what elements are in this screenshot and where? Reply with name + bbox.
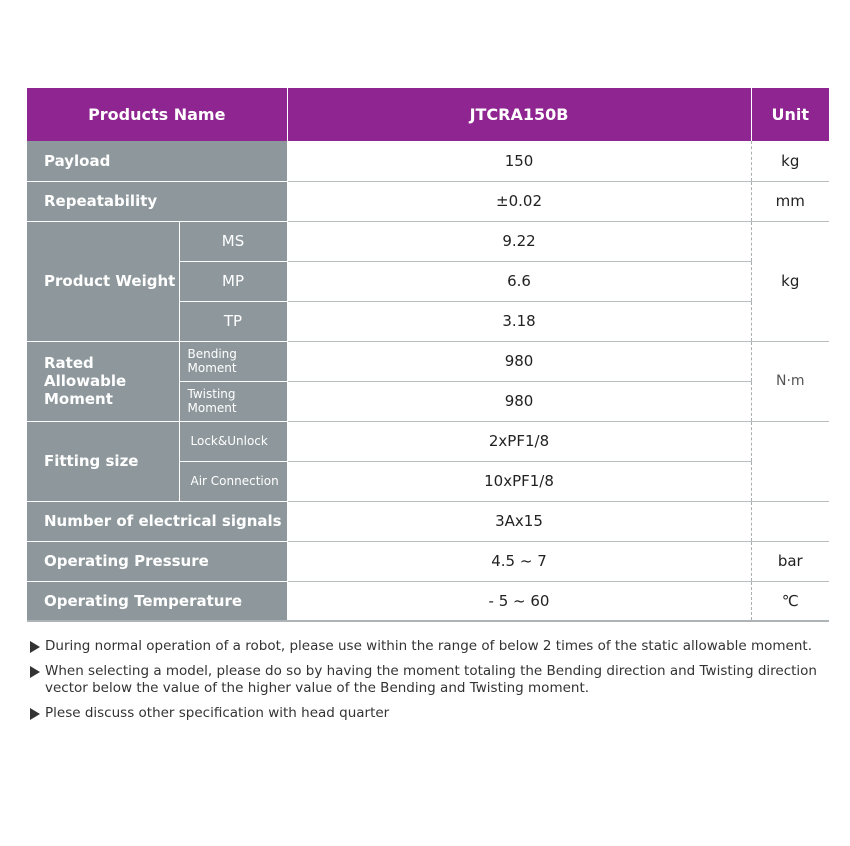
- header-row: [27, 88, 829, 141]
- fitting-unit: [751, 421, 829, 501]
- signals-label: Number of electrical signals: [27, 501, 287, 541]
- pressure-value: 4.5 ~ 7: [287, 541, 751, 581]
- pressure-label: Operating Pressure: [27, 541, 287, 581]
- repeatability-unit: mm: [751, 181, 829, 221]
- pressure-unit: bar: [751, 541, 829, 581]
- row-moment-bending: [27, 341, 829, 381]
- temperature-value: - 5 ~ 60: [287, 581, 751, 621]
- weight-value-ms: 9.22: [287, 221, 751, 261]
- note-text: During normal operation of a robot, please use within the range of below 2 times of the static allowable moment.: [45, 638, 813, 654]
- header-unit: Unit: [751, 88, 829, 141]
- fitting-value-lock: 2xPF1/8: [287, 421, 751, 461]
- triangle-bullet-icon: [30, 641, 40, 653]
- signals-unit: [751, 501, 829, 541]
- temperature-label: Operating Temperature: [27, 581, 287, 621]
- payload-value: 150: [287, 141, 751, 181]
- weight-sub-tp: TP: [179, 301, 287, 341]
- header-products-name: Products Name: [27, 88, 287, 141]
- spec-table: [27, 88, 829, 622]
- weight-sub-ms: MS: [179, 221, 287, 261]
- weight-sub-mp: MP: [179, 261, 287, 301]
- repeatability-label: Repeatability: [27, 181, 287, 221]
- temperature-unit: ℃: [751, 581, 829, 621]
- moment-label-line2: Moment: [44, 390, 113, 408]
- moment-value-twisting: 980: [287, 381, 751, 421]
- payload-unit: kg: [751, 141, 829, 181]
- fitting-label: Fitting size: [27, 421, 179, 501]
- row-weight-ms: [27, 221, 829, 261]
- moment-value-bending: 980: [287, 341, 751, 381]
- weight-label: Product Weight: [27, 221, 179, 341]
- note-item: [30, 663, 820, 697]
- row-repeatability: [27, 181, 829, 221]
- signals-value: 3Ax15: [287, 501, 751, 541]
- triangle-bullet-icon: [30, 666, 40, 678]
- weight-unit: kg: [751, 221, 829, 341]
- row-fitting-lock: [27, 421, 829, 461]
- fitting-sub-air: Air Connection: [179, 461, 287, 501]
- moment-unit: N·m: [751, 341, 829, 421]
- row-signals: [27, 501, 829, 541]
- note-item: [30, 638, 820, 655]
- moment-label-line1: Rated Allowable: [44, 354, 127, 390]
- note-text: Plese discuss other specification with head quarter: [45, 705, 390, 721]
- row-temperature: [27, 581, 829, 621]
- repeatability-value: ±0.02: [287, 181, 751, 221]
- payload-label: Payload: [27, 141, 287, 181]
- header-model: JTCRA150B: [287, 88, 751, 141]
- fitting-value-air: 10xPF1/8: [287, 461, 751, 501]
- notes-section: [30, 638, 820, 730]
- fitting-sub-lock: Lock&Unlock: [179, 421, 287, 461]
- triangle-bullet-icon: [30, 708, 40, 720]
- note-text: When selecting a model, please do so by having the moment totaling the Bending direction and Twisting direction vector below the value of the higher value of the Bending and Twisting moment.: [45, 663, 817, 696]
- row-pressure: [27, 541, 829, 581]
- moment-sub-twisting: Twisting Moment: [179, 381, 287, 421]
- row-payload: [27, 141, 829, 181]
- weight-value-mp: 6.6: [287, 261, 751, 301]
- moment-label: [27, 341, 179, 421]
- weight-value-tp: 3.18: [287, 301, 751, 341]
- note-item: [30, 705, 820, 722]
- moment-sub-bending: Bending Moment: [179, 341, 287, 381]
